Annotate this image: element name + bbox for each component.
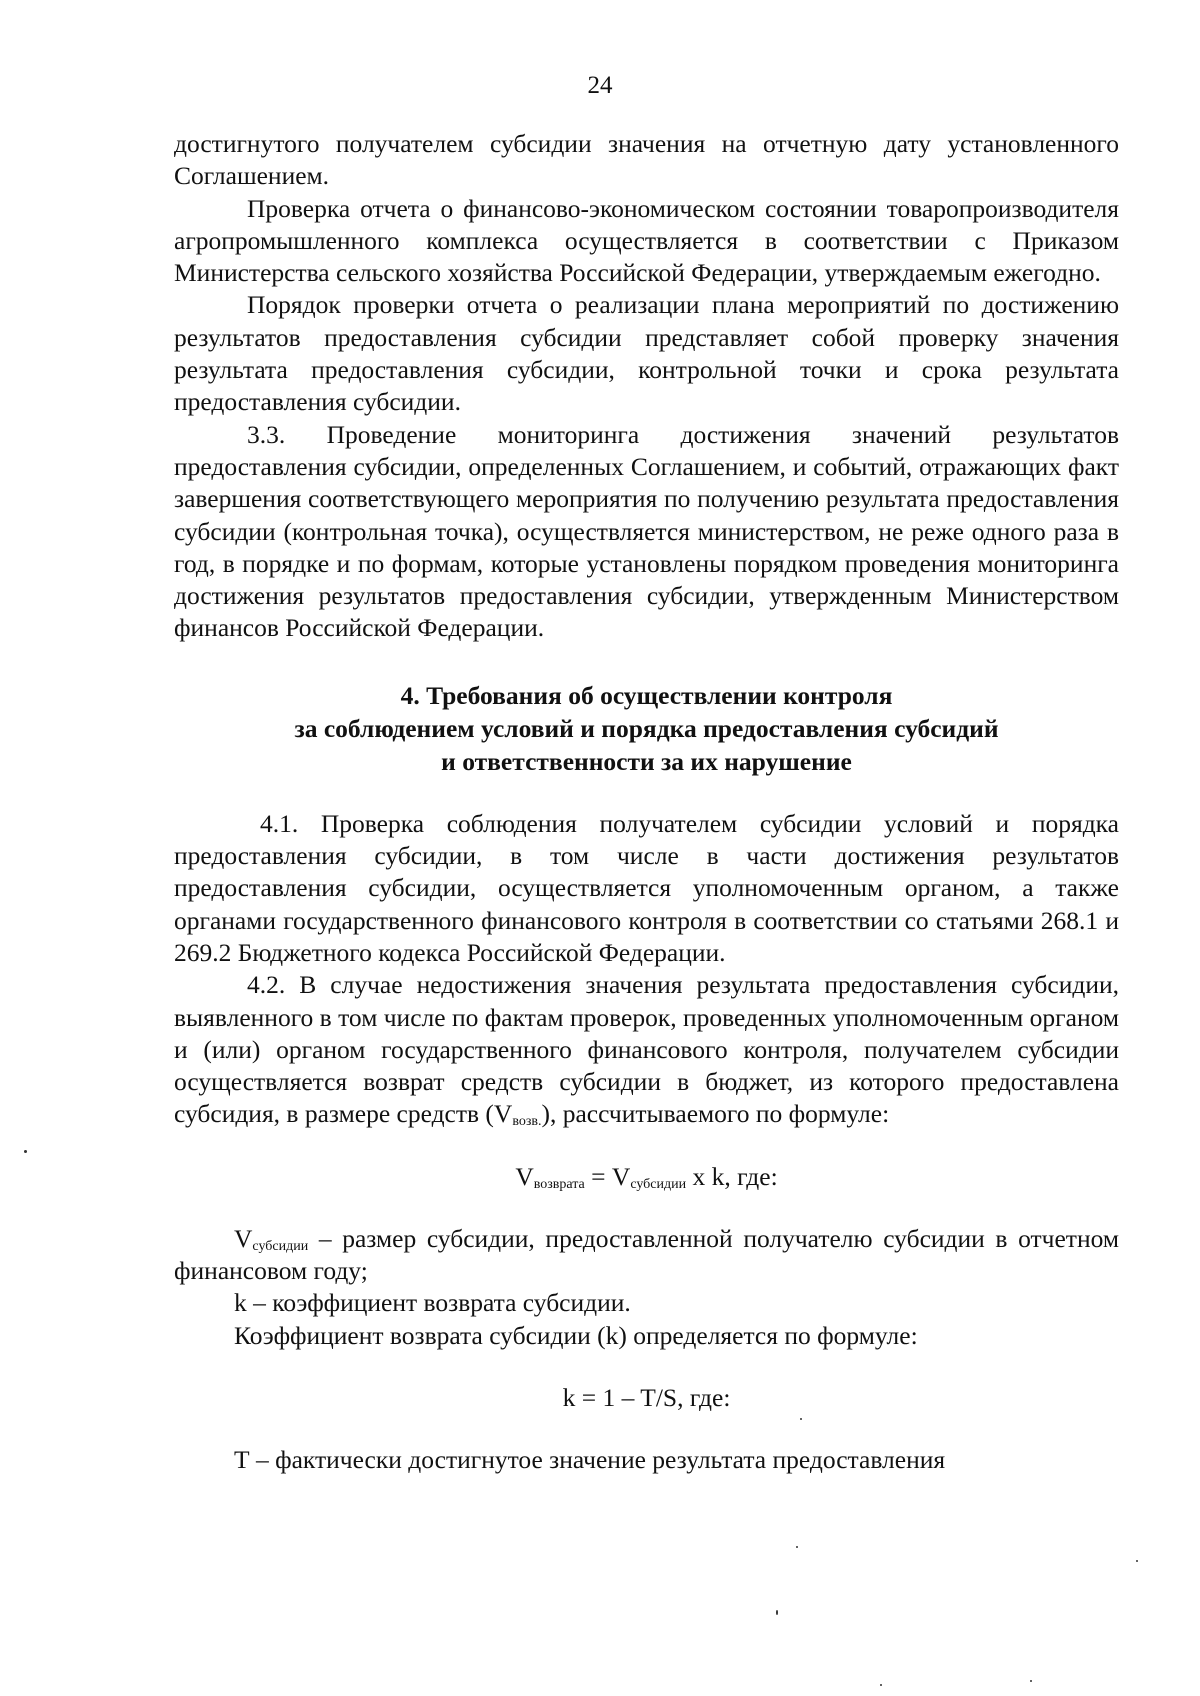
definition-k: k – коэффициент возврата субсидии. <box>234 1288 631 1318</box>
formula-subscript: субсидии <box>630 1176 687 1192</box>
scan-speck <box>796 1546 798 1548</box>
paragraph: 3.3. Проведение мониторинга достижения значений результатов предоставления субсидии, определенных Соглашением, и событий, отражающих факт завершения соответствующего мероприятия по получению результата предоставления субсидии (контрольная точка), осуществляется министерством, не реже одного раза в год, в порядке и по формам, которые установлены порядком проведения мониторинга достижения результатов предоставления субсидии, утвержденным Министерством финансов Российской Федерации. <box>174 419 1119 643</box>
paragraph: 4.1. Проверка соблюдения получателем субсидии условий и порядка предоставления субсидии, в том числе в части достижения результатов предоставления субсидии, осуществляется уполномоченным органом, а также органами государственного финансового контроля в соответствии со статьями 268.1 и 269.2 Бюджетного кодекса Российской Федерации. <box>174 808 1119 967</box>
paragraph: Проверка отчета о финансово-экономическом состоянии товаропроизводителя агропромышленного комплекса осуществляется в соответствии с Приказом Министерства сельского хозяйства Российской Федерации, утверждаемым ежегодно. <box>174 193 1119 288</box>
formula-subscript: возврата <box>533 1176 585 1192</box>
definition-text: – размер субсидии, предоставленной получателю субсидии в отчетном финансовом году; <box>174 1223 1119 1286</box>
formula-return-amount <box>174 1161 1119 1193</box>
document-body <box>174 128 1119 1476</box>
coefficient-intro: Коэффициент возврата субсидии (k) определяется по формуле: <box>234 1320 918 1350</box>
formula-var: V <box>611 1161 631 1191</box>
definition-t: Т – фактически достигнутое значение результата предоставления <box>234 1444 946 1474</box>
paragraph: достигнутого получателем субсидии значения на отчетную дату установленного Соглашением. <box>174 129 1119 191</box>
section-heading <box>174 679 1119 778</box>
paragraph-text: ), рассчитываемого по формуле: <box>541 1099 890 1129</box>
scan-speck <box>880 1684 882 1686</box>
scan-speck <box>800 1418 802 1420</box>
formula-eq: = <box>584 1161 612 1191</box>
definition-subscript: субсидии <box>252 1238 309 1254</box>
definition-var: V <box>234 1223 253 1253</box>
section-heading-line: и ответственности за их нарушение <box>441 746 852 776</box>
subscript: возв. <box>512 1114 542 1130</box>
page-number: 24 <box>587 72 613 99</box>
scan-speck <box>1136 1560 1138 1562</box>
section-heading-line: 4. Требования об осуществлении контроля <box>400 680 893 710</box>
definition-v-subsidy <box>174 1223 1119 1288</box>
paragraph-text: 4.2. В случае недостижения значения результата предоставления субсидии, выявленного в том числе по фактам проверок, проведенных уполномоченным органом и (или) органом государственного финансового контроля, получателем субсидии осуществляется возврат средств субсидии в бюджет, из которого предоставлена субсидия, в размере средств (V <box>174 970 1119 1129</box>
formula-rest: x k, где: <box>686 1161 778 1191</box>
section-heading-line: за соблюдением условий и порядка предоставления субсидий <box>294 713 999 743</box>
formula-var: V <box>515 1161 534 1191</box>
paragraph: Порядок проверки отчета о реализации плана мероприятий по достижению результатов предоставления субсидии представляет собой проверку значения результата предоставления субсидии, контрольной точки и срока результата предоставления субсидии. <box>174 290 1119 417</box>
scan-speck <box>24 1150 27 1153</box>
scan-speck <box>1030 1680 1032 1682</box>
formula-coefficient: k = 1 – T/S, где: <box>562 1382 731 1412</box>
scan-speck <box>776 1610 778 1615</box>
paragraph <box>174 969 1119 1130</box>
